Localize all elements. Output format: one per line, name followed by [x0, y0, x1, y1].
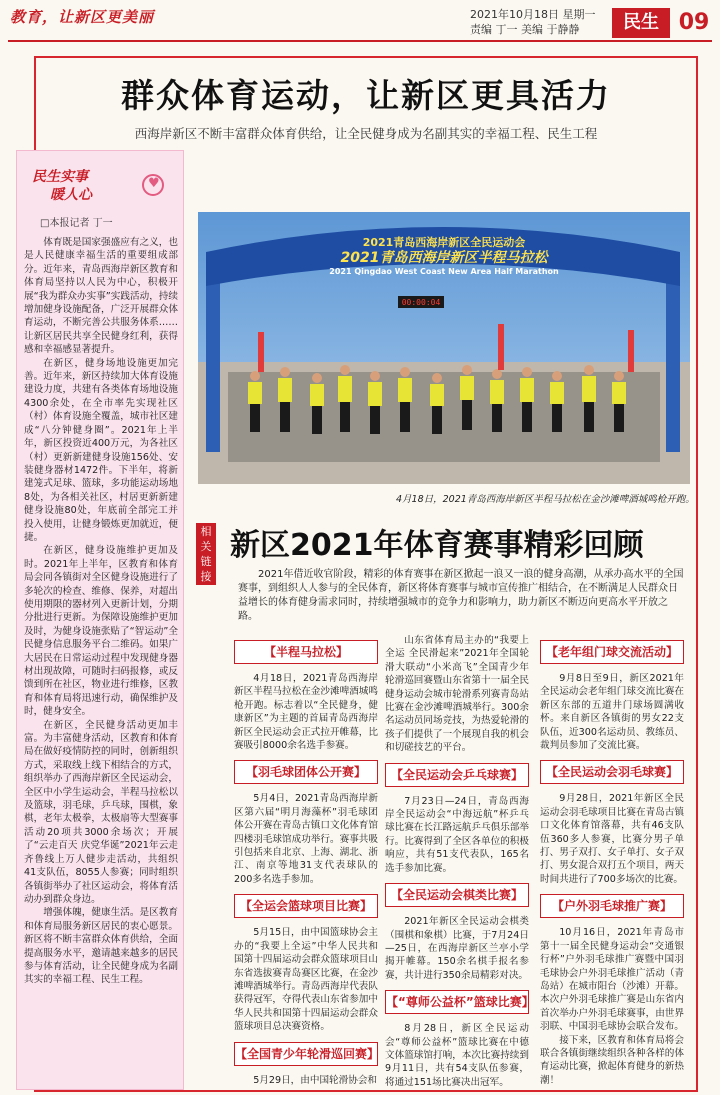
- article-column-1: [234, 632, 378, 1087]
- race-clock: 00:00:04: [401, 298, 441, 307]
- sidebar-paragraph: 体育既是国家强盛应有之义，也是人民健康幸福生活的重要组成部分。近年来，青岛西海岸新区教育和体育局坚持以人民为中心，积极开展“我为群众办实事”实践活动，持续增加健身设施配备，广泛开展群众体育运动，不断完善公共服务体系……让新区居民共享全民健身红利，获得感和幸福感显著提升。: [24, 237, 178, 356]
- heart-icon: [142, 174, 164, 196]
- article-body: 10月16日，2021年青岛市第十一届全民健身运动会“交通银行杯”户外羽毛球推广赛暨中国羽毛球协会户外羽毛球推广活动（青岛站）在城市阳台（沙滩）开幕。本次户外羽毛球推广赛是山东省内首次举办户外羽毛球赛事，由世界羽联、中国羽毛球协会联合发布。: [540, 927, 684, 1033]
- banner-line2: 2021青岛西海岸新区半程马拉松: [340, 250, 548, 266]
- article-heading: 【全民运动会羽毛球赛】: [540, 760, 684, 784]
- header-rule: [8, 40, 712, 42]
- column-logo: [26, 166, 176, 206]
- editors: 责编 丁一 美编 于静静: [470, 23, 580, 36]
- page-number: 09: [678, 10, 710, 35]
- section-label: 民生: [612, 8, 670, 38]
- banner-english: 2021 Qingdao West Coast New Area Half Marathon: [329, 267, 559, 276]
- sidebar-paragraph: 在新区，全民健身活动更加丰富。为丰富健身活动，区教育和体育局在做好疫情防控的同时，创新组织方式，采取线上线下相结合的方式，组织举办了西海岸新区全民运动会，全区中小学生运动会，半程马拉松以及篮球，羽毛球，乒乓球，围棋，象棋，老年太极拳，太极扇等大型赛事活动20项共3000余场次；开展了“云走百天 庆党华诞”2021年云走齐鲁线上万人健步走活动，共组织41支队伍，8055人参赛；同时组织各镇街举办了社区运动会，将体育活动办到群众身边。: [24, 719, 178, 905]
- article-body: 9月8日至9日，新区2021年全民运动会老年组门球交流比赛在新区东部的五道井门球场圆满收杯。来自新区各镇街的男女22支队伍，近300名运动员、教练员、裁判员参加了交流比赛。: [540, 673, 684, 752]
- issue-date: 2021年10月18日 星期一: [470, 8, 596, 21]
- page-title: 群众体育运动，让新区更具活力: [121, 76, 611, 115]
- article-body: 9月28日，2021年新区全民运动会羽毛球项目比赛在青岛古镇口文化体育馆落幕，共有46支队伍360多人参赛，比赛分男子单打、男子双打、女子单打、女子双打、男女混合双打五个项目，两天时间共进行了700多场次的比赛。: [540, 793, 684, 885]
- article-body: 5月4日，2021青岛西海岸新区第六届“明月海藻杯”羽毛球团体公开赛在青岛古镇口文化体育馆四楼羽毛球馆成功举行。赛事共吸引包括来自北京、上海、湖北、浙江、南京等地31支代表球队的200多名选手参加。: [234, 793, 378, 885]
- section-title: 新区2021年体育赛事精彩回顾: [230, 528, 644, 563]
- article-heading: 【半程马拉松】: [234, 640, 378, 664]
- sidebar-article: [24, 236, 178, 987]
- article-body: 山东省体育局主办的“我要上全运 全民滑起来”2021年全国轮滑大联动“小米高飞”全国青少年轮滑巡回赛暨山东省第十一届全民健身运动会城市轮滑系列赛青岛站比赛在金沙滩啤酒城举行。300余名运动员同场竞技，为热爱轮滑的孩子们提供了一个展现自我的机会和切磋技艺的平台。: [385, 635, 529, 754]
- article-body: 4月18日，2021青岛西海岸新区半程马拉松在金沙滩啤酒城鸣枪开跑。标志着以“全民健身，健康新区”为主题的首届青岛西海岸新区全民运动会正式拉开帷幕，比赛吸引8000余名选手参赛。: [234, 673, 378, 752]
- marathon-photo: [198, 212, 690, 484]
- sidebar-paragraph: 在新区，健身设施维护更加及时。2021年上半年，区教育和体育局会同各镇街对全区健身设施进行了多轮次的检查、维修、保养，对超出使用期限的器材列入更新计划，分期分批进行更新。为保障设施维护更加及时，为健身设施张贴了“智运动”全民健身信息服务平台二维码。如果广大居民在日常运动过程中发现健身器材出现故障，可随时扫码报修，或反馈到所在社区，物业进行维修，区教育和体育局将迅速行动，确保维护及时，健身安全。: [24, 545, 178, 718]
- header-slogan: 教育，让新区更美丽: [10, 8, 155, 26]
- article-body: 接下来，区教育和体育局将会联合各镇街继续组织各种各样的体育运动比赛，掀起体育健身的新热潮！: [540, 1034, 684, 1086]
- article-column-2: [385, 634, 534, 1089]
- article-heading: 【全国青少年轮滑巡回赛】: [234, 1042, 378, 1066]
- photo-illustration: [198, 212, 690, 484]
- article-body: 5月15日，由中国篮球协会主办的“我要上全运”中华人民共和国第十四届运动会群众篮球项目山东省选拔赛青岛赛区比赛，在金沙滩啤酒城举行。青岛西海岸代表队获得冠军，夺得代表山东省参加中华人民共和国第十四届运动会群众篮球项目总决赛资格。: [234, 927, 378, 1033]
- banner-line1: 2021青岛西海岸新区全民运动会: [362, 236, 526, 249]
- logo-line1: 民生实事: [32, 169, 88, 185]
- article-body: 2021年新区全民运动会棋类（围棋和象棋）比赛，于7月24日—25日，在西海岸新区兰亭小学揭开帷幕。150余名棋手报名参赛，共计进行350余局精彩对决。: [385, 916, 529, 981]
- article-heading: 【老年组门球交流活动】: [540, 640, 684, 664]
- article-heading: 【全民运动会棋类比赛】: [385, 883, 529, 907]
- section-intro: 2021年借近收官阶段，精彩的体育赛事在新区掀起一浪又一浪的健身高潮，从承办高水平的全国赛事，到组织人人参与的全民体育，新区将体育赛事与城市宣传推广相结合，在不断满足人民群众日益增长的体育健身需求同时，持续增强城市的竞争力和影响力，助力新区不断迈向更高水平开放之路。: [238, 569, 684, 622]
- article-heading: 【户外羽毛球推广赛】: [540, 894, 684, 918]
- page-subtitle: 西海岸新区不断丰富群众体育供给，让全民健身成为名副其实的幸福工程、民生工程: [134, 126, 598, 141]
- article-column-3: [540, 632, 684, 1087]
- reporter-byline: □本报记者 丁一: [40, 218, 113, 229]
- article-heading: 【全运会篮球项目比赛】: [234, 894, 378, 918]
- photo-caption: 4月18日，2021青岛西海岸新区半程马拉松在金沙滩啤酒城鸣枪开跑。: [396, 494, 695, 505]
- article-body: 8月28日，新区全民运动会“尊师公益杯”篮球比赛在中德文体篮球馆打响，本次比赛持续到9月11日，共有54支队伍参赛，将通过151场比赛决出冠军。: [385, 1023, 529, 1088]
- related-tag: 相关链接: [196, 523, 216, 585]
- article-body: 7月23日—24日，青岛西海岸全民运动会“中海远航”杯乒乓球比赛在长江路远航乒乓俱乐部举行。比赛得到了全区各单位的积极响应，共有51支代表队，165名选手参加比赛。: [385, 795, 529, 874]
- article-body: 5月29日，由中国轮滑协会和: [253, 1074, 378, 1086]
- article-heading: 【“尊师公益杯”篮球比赛】: [385, 990, 529, 1014]
- sidebar-paragraph: 增强体魄，健康生活。是区教育和体育局服务新区居民的衷心愿景。新区将不断丰富群众体育供给，全面提高服务水平，邀请越来越多的居民参与体育活动，让全民健身成为名副其实的幸福工程、民生工程。: [24, 907, 178, 986]
- article-heading: 【羽毛球团体公开赛】: [234, 760, 378, 784]
- logo-line2: 暖人心: [50, 187, 92, 203]
- sidebar-paragraph: 在新区，健身场地设施更加完善。近年来，新区持续加大体育设施建设力度，共建有各类体育场地设施4300余处，在全市率先实现社区（村）体育设施全覆盖，城市社区建成“八分钟健身圈”。2021年上半年，新区投资近400万元，为各社区（村）更新新建健身设施156处、安装健身器材1472件。下半年，将新建笼式足球、篮球，多功能运动场地8处，为各相关社区，村居更新新建健身设施80处，年底前全部完工并投入使用，让健身锻炼更加就近，便捷。: [24, 357, 178, 543]
- article-heading: 【全民运动会乒乓球赛】: [385, 763, 529, 787]
